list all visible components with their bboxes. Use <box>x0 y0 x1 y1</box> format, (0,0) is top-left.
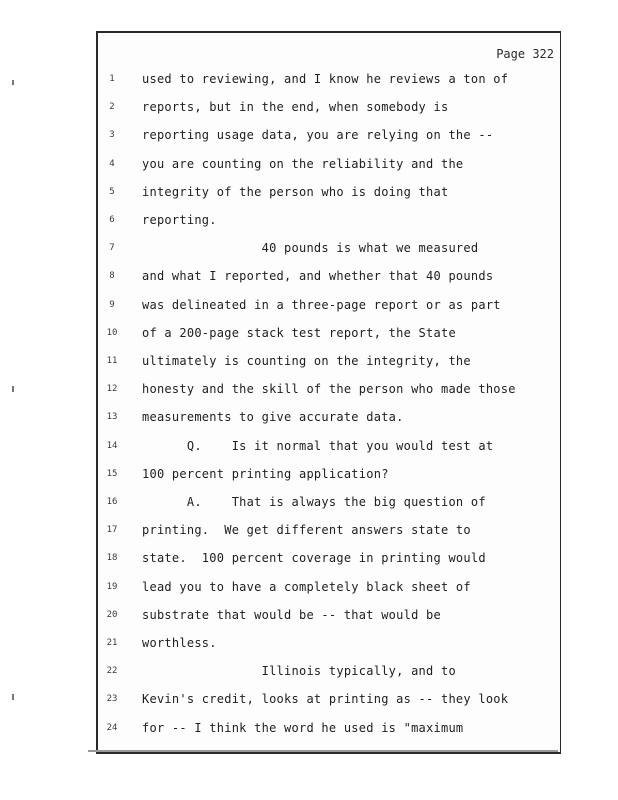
line-number: 18 <box>106 553 118 564</box>
transcript-line: integrity of the person who is doing that <box>142 184 449 199</box>
transcript-page <box>96 31 561 754</box>
line-number: 7 <box>109 243 115 254</box>
transcript-line: you are counting on the reliability and the <box>142 156 464 171</box>
line-number: 6 <box>109 215 115 225</box>
transcript-line: of a 200-page stack test report, the State <box>142 325 456 340</box>
transcript-line: reporting usage data, you are relying on the -- <box>142 128 494 143</box>
transcript-line: used to reviewing, and I know he reviews a ton of <box>142 72 509 86</box>
transcript-line: printing. We get different answers state to <box>142 523 471 538</box>
page-number: Page 322 <box>496 47 554 61</box>
margin-mark <box>12 694 14 700</box>
line-number: 12 <box>106 384 118 395</box>
transcript-line: for -- I think the word he used is "maximum <box>142 720 464 735</box>
transcript-line: reporting. <box>142 213 217 227</box>
transcript-line: Illinois typically, and to <box>142 664 456 679</box>
transcript-line: Kevin's credit, looks at printing as -- they look <box>142 692 509 707</box>
line-number: 19 <box>106 581 118 592</box>
transcript-line: 100 percent printing application? <box>142 466 389 481</box>
margin-mark <box>12 386 14 392</box>
line-number: 10 <box>106 327 118 338</box>
transcript-line: Q. Is it normal that you would test at <box>142 438 494 453</box>
transcript-line: honesty and the skill of the person who made those <box>142 382 516 397</box>
line-number: 23 <box>106 694 118 705</box>
line-number: 20 <box>106 609 118 620</box>
transcript-line: substrate that would be -- that would be <box>142 607 441 622</box>
line-number: 17 <box>106 525 118 536</box>
transcript-line: ultimately is counting on the integrity, the <box>142 354 471 368</box>
line-number: 15 <box>106 468 118 479</box>
line-number: 9 <box>109 299 115 310</box>
line-number: 2 <box>109 102 115 113</box>
line-number: 3 <box>109 130 115 141</box>
line-number: 16 <box>106 497 118 507</box>
transcript-line: lead you to have a completely black sheet of <box>142 579 471 594</box>
line-number: 1 <box>109 74 115 84</box>
transcript-line: A. That is always the big question of <box>142 495 486 509</box>
margin-mark <box>12 80 14 85</box>
transcript-line: and what I reported, and whether that 40 pounds <box>142 269 494 284</box>
line-number: 24 <box>106 722 118 733</box>
line-number: 13 <box>106 412 118 423</box>
transcript-line: was delineated in a three-page report or as part <box>142 297 501 312</box>
transcript-line: 40 pounds is what we measured <box>142 241 479 256</box>
line-number: 8 <box>109 271 115 282</box>
transcript-line: reports, but in the end, when somebody is <box>142 100 449 115</box>
bottom-rule <box>88 750 558 752</box>
line-number: 5 <box>109 186 115 197</box>
transcript-line: state. 100 percent coverage in printing would <box>142 551 486 566</box>
transcript-line: worthless. <box>142 636 217 650</box>
line-number: 11 <box>106 356 118 366</box>
line-number: 4 <box>109 158 115 169</box>
transcript-line: measurements to give accurate data. <box>142 410 404 425</box>
line-number: 22 <box>106 666 118 677</box>
line-number: 21 <box>106 638 118 648</box>
line-number: 14 <box>106 440 118 451</box>
